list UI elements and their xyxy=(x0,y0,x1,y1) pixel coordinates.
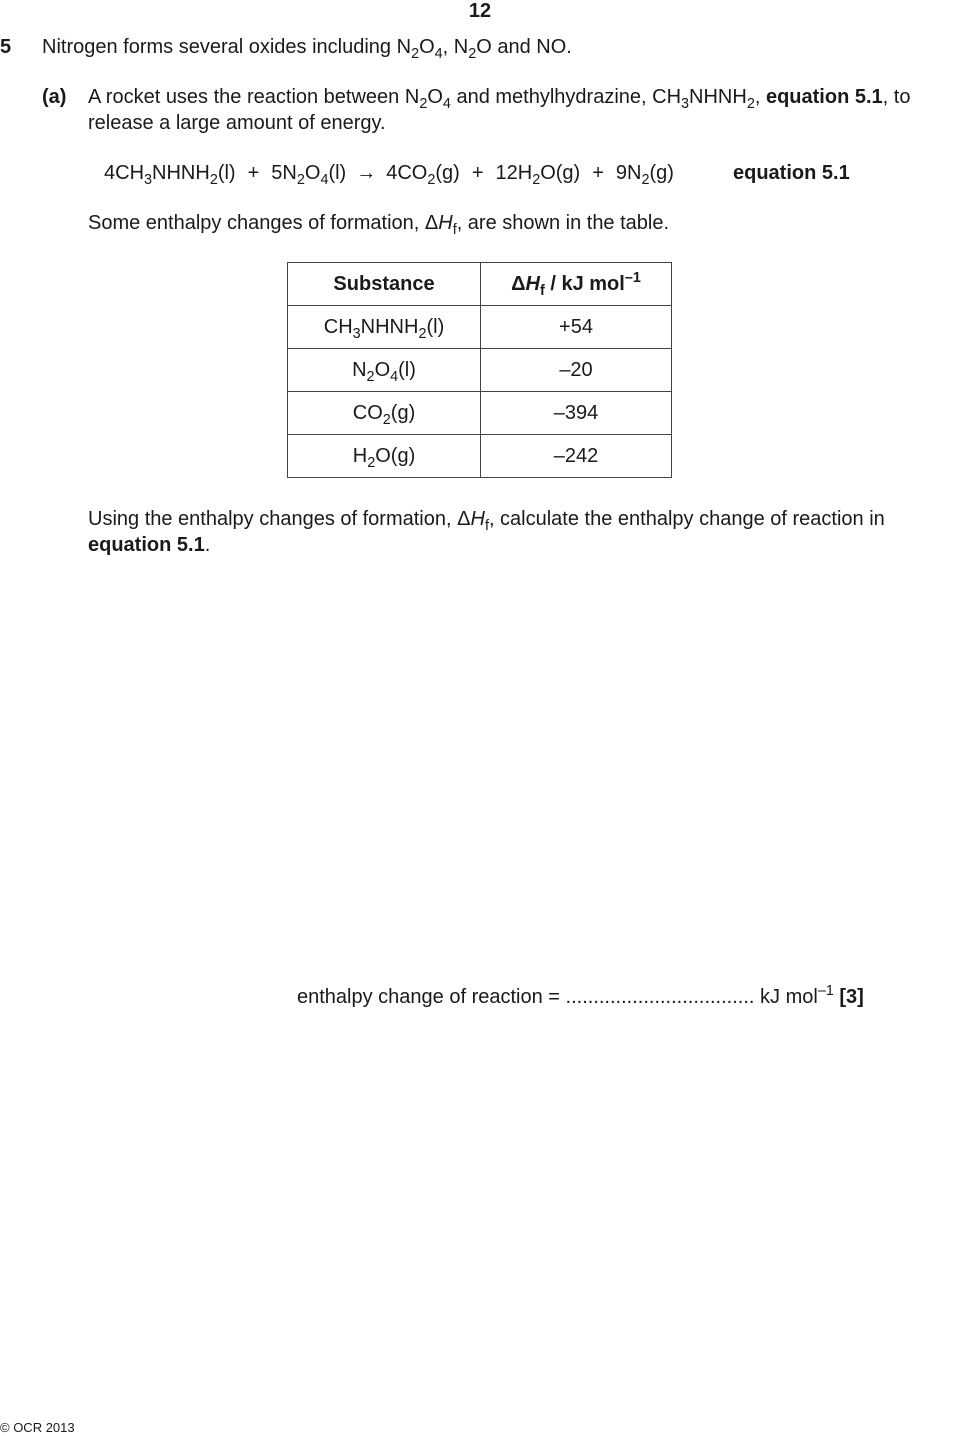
subscript: 2 xyxy=(468,46,477,63)
header-substance: Substance xyxy=(288,263,481,306)
intro-text: O and NO. xyxy=(476,36,572,58)
subscript: f xyxy=(539,282,545,299)
enthalpy-table xyxy=(287,262,672,478)
subscript: 2 xyxy=(746,96,755,113)
text: , xyxy=(754,86,766,108)
plus-sign: + xyxy=(592,162,604,184)
text: , to xyxy=(882,86,911,108)
substance-cell xyxy=(288,392,481,435)
equation-reference: equation 5.1 xyxy=(765,86,883,108)
answer-label: enthalpy change of reaction = xyxy=(297,986,566,1008)
reaction-arrow-icon: → xyxy=(356,162,377,184)
subscript: f xyxy=(452,222,457,239)
text: A rocket uses the reaction between N xyxy=(88,86,420,108)
eq-term: (l) xyxy=(217,162,236,184)
eq-term: 12H xyxy=(495,162,533,184)
subscript: 2 xyxy=(366,368,375,385)
intro-text: O xyxy=(419,36,435,58)
chemical-equation xyxy=(104,162,674,189)
table-row xyxy=(288,392,672,435)
eq-term: O(g) xyxy=(540,162,581,184)
subscript: 4 xyxy=(390,368,399,385)
eq-term: (l) xyxy=(328,162,347,184)
formula-part: O(g) xyxy=(375,444,416,467)
subscript: 2 xyxy=(209,172,218,189)
formula-part: (l) xyxy=(398,358,416,381)
subscript: 2 xyxy=(419,96,428,113)
formula-part: (l) xyxy=(426,315,445,338)
superscript: –1 xyxy=(817,983,834,1000)
text: NHNH xyxy=(689,86,747,108)
table-row xyxy=(288,306,672,349)
text: and methylhydrazine, CH xyxy=(450,86,682,108)
enthalpy-value: –242 xyxy=(481,435,672,478)
table-intro xyxy=(88,212,670,239)
subscript: 3 xyxy=(144,172,153,189)
subscript: 4 xyxy=(434,46,443,63)
plus-sign: + xyxy=(471,162,484,184)
table-row xyxy=(288,435,672,478)
answer-line[interactable] xyxy=(297,983,864,1009)
eq-term: (g) xyxy=(435,162,460,184)
subscript: 4 xyxy=(442,96,451,113)
formula-part: O xyxy=(374,358,391,381)
formula-part: N xyxy=(352,358,367,381)
text: Some enthalpy changes of formation, Δ xyxy=(88,212,439,234)
unit-text: / kJ mol xyxy=(544,272,625,295)
subscript: 4 xyxy=(320,172,329,189)
equation-reference: equation 5.1 xyxy=(88,534,205,556)
question-intro xyxy=(42,36,572,63)
text: , are shown in the table. xyxy=(456,212,670,234)
copyright-footer: © OCR 2013 xyxy=(0,1420,75,1435)
eq-term: 9N xyxy=(615,162,642,184)
text: O xyxy=(427,86,443,108)
question-number: 5 xyxy=(0,36,12,58)
symbol-h: H xyxy=(470,508,485,530)
formula-part: H xyxy=(352,444,368,467)
part-a-text-line1 xyxy=(88,86,911,113)
enthalpy-value: –394 xyxy=(481,392,672,435)
formula-part: (g) xyxy=(390,401,416,424)
part-a-text-line2: release a large amount of energy. xyxy=(88,112,386,134)
eq-term: NHNH xyxy=(152,162,210,184)
text: Using the enthalpy changes of formation, Δ xyxy=(88,508,471,530)
formula-part: NHNH xyxy=(360,315,419,338)
symbol-h: H xyxy=(438,212,453,234)
substance-cell xyxy=(288,306,481,349)
subscript: 3 xyxy=(352,325,361,342)
formula-part: CO xyxy=(352,401,383,424)
substance-cell xyxy=(288,435,481,478)
equation-label: equation 5.1 xyxy=(733,162,850,184)
superscript: –1 xyxy=(624,269,641,286)
subscript: 2 xyxy=(382,411,391,428)
part-a-label: (a) xyxy=(42,86,67,108)
marks-label: [3] xyxy=(839,986,864,1008)
eq-term: 4CO xyxy=(386,162,428,184)
formula-part: CH xyxy=(323,315,353,338)
text: . xyxy=(204,534,211,556)
text: , calculate the enthalpy change of reaction in xyxy=(488,508,885,530)
intro-text: Nitrogen forms several oxides including N xyxy=(42,36,412,58)
eq-term: O xyxy=(304,162,321,184)
subscript: f xyxy=(484,518,489,535)
plus-sign: + xyxy=(247,162,260,184)
symbol-h: H xyxy=(525,272,540,295)
substance-cell xyxy=(288,349,481,392)
subscript: 2 xyxy=(411,46,420,63)
subscript: 2 xyxy=(418,325,427,342)
table-header-row xyxy=(288,263,672,306)
question-prompt xyxy=(88,508,885,535)
eq-term: (g) xyxy=(649,162,674,184)
eq-term: 5N xyxy=(271,162,297,184)
answer-unit: kJ mol xyxy=(754,986,818,1008)
enthalpy-value: +54 xyxy=(481,306,672,349)
intro-text: , N xyxy=(442,36,469,58)
enthalpy-value: –20 xyxy=(481,349,672,392)
subscript: 2 xyxy=(532,172,541,189)
subscript: 2 xyxy=(296,172,305,189)
subscript: 2 xyxy=(641,172,650,189)
answer-blank[interactable]: .................................. xyxy=(565,986,755,1008)
delta-symbol: Δ xyxy=(511,272,526,295)
header-enthalpy xyxy=(481,263,672,306)
table-row xyxy=(288,349,672,392)
page-number: 12 xyxy=(468,0,492,22)
question-prompt-line2 xyxy=(88,534,210,557)
subscript: 2 xyxy=(367,454,376,471)
subscript: 2 xyxy=(427,172,436,189)
subscript: 3 xyxy=(681,96,690,113)
eq-term: 4CH xyxy=(104,162,145,184)
